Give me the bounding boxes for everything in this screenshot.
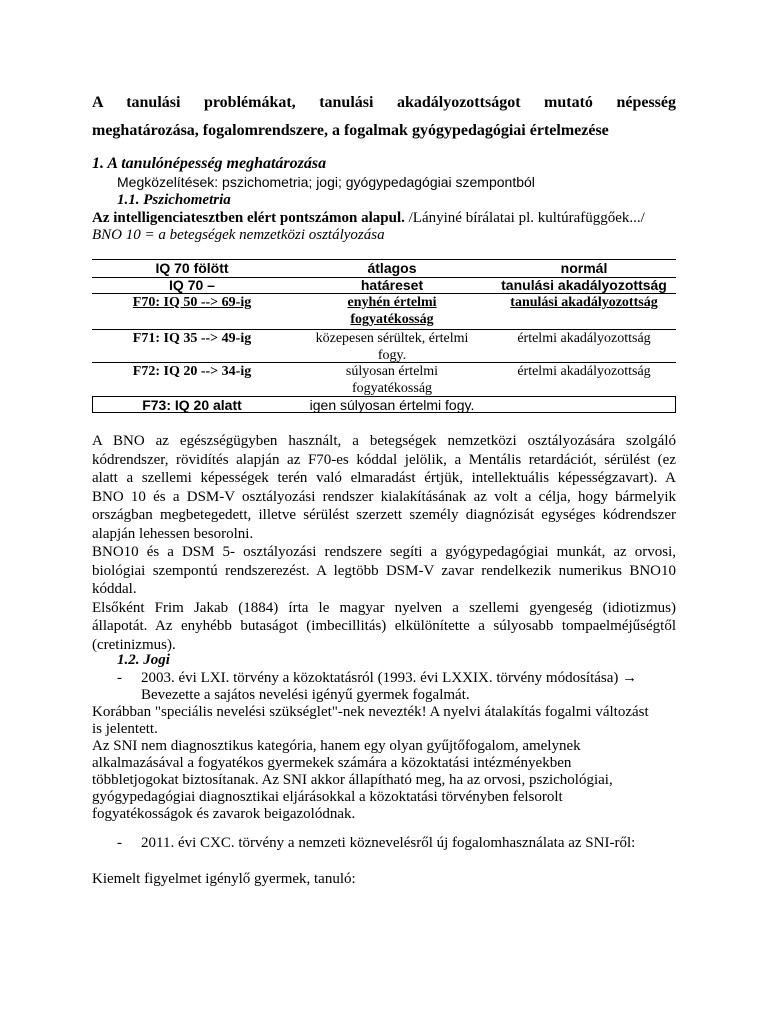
bno-definition: BNO 10 = a betegségek nemzetközi osztályozása (92, 227, 385, 243)
table-cell-line: súlyosan értelmi (345, 364, 439, 379)
table-cell (292, 363, 492, 397)
bullet2-line: 2011. évi CXC. törvény a nemzeti köznevelésről új fogalomhasználata az SNI-ről: (141, 835, 636, 851)
table-cell: igen súlyosan értelmi fogy. (309, 397, 475, 413)
document-title-line1: A tanulási problémákat, tanulási akadályozottságot mutató népesség (92, 94, 676, 111)
paragraph-line: alatt a szellemi képességek terén való elmaradást értjük, intellektuális képességzavart). A (92, 470, 676, 486)
table-rule (92, 412, 676, 413)
table-cell-line: fogy. (377, 348, 407, 363)
jogi-text-line: alkalmazásával a fogyatékos gyermekek számára a közoktatási intézményekben (92, 755, 572, 771)
paragraph-line: Elsőként Frim Jakab (1884) írta le magyar nyelven a szellemi gyengeség (idiotizmus) (92, 599, 676, 616)
bullet-marker: - (117, 670, 122, 686)
subsection-pszichometria-heading: 1.1. Pszichometria (117, 192, 231, 208)
table-cell: tanulási akadályozottság (510, 295, 658, 310)
jogi-text-line: Korábban "speciális nevelési szükséglet"-nek nevezték! A nyelvi átalakítás fogalmi változást (92, 704, 649, 720)
table-cell: F70: IQ 50 --> 69-ig (132, 295, 252, 310)
table-cell: átlagos (367, 260, 417, 276)
table-cell: F71: IQ 35 --> 49-ig (132, 331, 252, 346)
paragraph-line: BNO10 és a DSM 5- osztályozási rendszere segíti a gyógypedagógiai munkát, az orvosi, (92, 544, 676, 560)
subsection-jogi-heading: 1.2. Jogi (117, 652, 170, 668)
paragraph-line: országban megbetegedett, illetve sérülést szerzett személy diagnózisát egységes kódrendszer (92, 507, 676, 523)
paragraph-line: állapotát. Az enyhébb butaságot (imbecillitás) elkülönítette a súlyosabb tompaelméjűségtől (92, 618, 676, 634)
paragraph-line: biológiai szempontú rendszerezést. A legtöbb DSM-V zavar rendelkezik numerikus BNO10 (92, 562, 676, 579)
table-cell (292, 330, 492, 364)
bullet1-line1: 2003. évi LXI. törvény a közoktatásról (1993. évi LXXIX. törvény módosítása) → (141, 670, 638, 686)
bullet-marker: - (117, 835, 122, 851)
table-cell: F73: IQ 20 alatt (142, 397, 242, 413)
table-cell-line: közepesen sérültek, értelmi (315, 331, 469, 346)
table-cell-line: fogyatékosság (350, 312, 434, 327)
paragraph-line: kódrendszer, rövidítés alapján az F70-es kóddal jelölik, a Mentális retardációt, sérülést (ez (92, 451, 676, 468)
table-cell-line: fogyatékosság (351, 381, 433, 396)
intro-line (92, 210, 645, 227)
intro-rest: /Lányiné bírálatai pl. kultúrafüggőek.../ (404, 210, 645, 226)
table-cell: IQ 70 fölött (155, 260, 229, 276)
closing-line: Kiemelt figyelmet igénylő gyermek, tanuló: (92, 871, 356, 887)
jogi-text-line: Az SNI nem diagnosztikus kategória, hanem egy olyan gyűjtőfogalom, amelynek (92, 738, 581, 754)
paragraph-line: alapján lehessen besorolni. (92, 525, 254, 542)
jogi-text-line: fogyatékosságok és zavarok beigazolódnak. (92, 806, 356, 822)
table-cell: F72: IQ 20 --> 34-ig (132, 364, 252, 379)
paragraph-line: (cretinizmus). (92, 636, 176, 653)
paragraph-line: kóddal. (92, 581, 137, 597)
table-cell: tanulási akadályozottság (501, 277, 667, 293)
document-title-line2: meghatározása, fogalomrendszere, a fogalmak gyógypedagógiai értelmezése (92, 122, 609, 139)
table-cell: normál (560, 260, 608, 276)
table-cell: határeset (360, 277, 424, 293)
table-border (675, 396, 676, 412)
section1-heading: 1. A tanulónépesség meghatározása (92, 155, 327, 172)
table-cell: IQ 70 – (169, 277, 215, 293)
paragraph-line: A BNO az egészségügyben használt, a betegségek nemzetközi osztályozására szolgáló (92, 433, 676, 449)
bno-paragraph (92, 432, 676, 654)
jogi-text-line: gyógypedagógiai diagnosztikai eljárásokkal a közoktatási törvényben felsorolt (92, 789, 563, 805)
jogi-text-line: többletjogokat biztosítanak. Az SNI akkor állapítható meg, ha az orvosi, pszichológiai, (92, 772, 613, 788)
table-cell: értelmi akadályozottság (517, 364, 651, 379)
paragraph-line: BNO 10 és a DSM-V osztályozási rendszer kialakításának az volt a célja, hogy bármelyik (92, 488, 676, 505)
table-cell-line: enyhén értelmi (347, 295, 437, 310)
table-border (92, 396, 93, 412)
table-cell (292, 294, 492, 328)
approaches-line: Megközelítések: pszichometria; jogi; gyógypedagógiai szempontból (117, 174, 535, 190)
table-cell: értelmi akadályozottság (517, 331, 651, 346)
jogi-text-line: is jelentett. (92, 721, 158, 737)
intro-bold: Az intelligenciatesztben elért pontszámon alapul. (92, 210, 405, 226)
bullet1-line2: Bevezette a sajátos nevelési igényű gyermek fogalmát. (141, 687, 470, 703)
